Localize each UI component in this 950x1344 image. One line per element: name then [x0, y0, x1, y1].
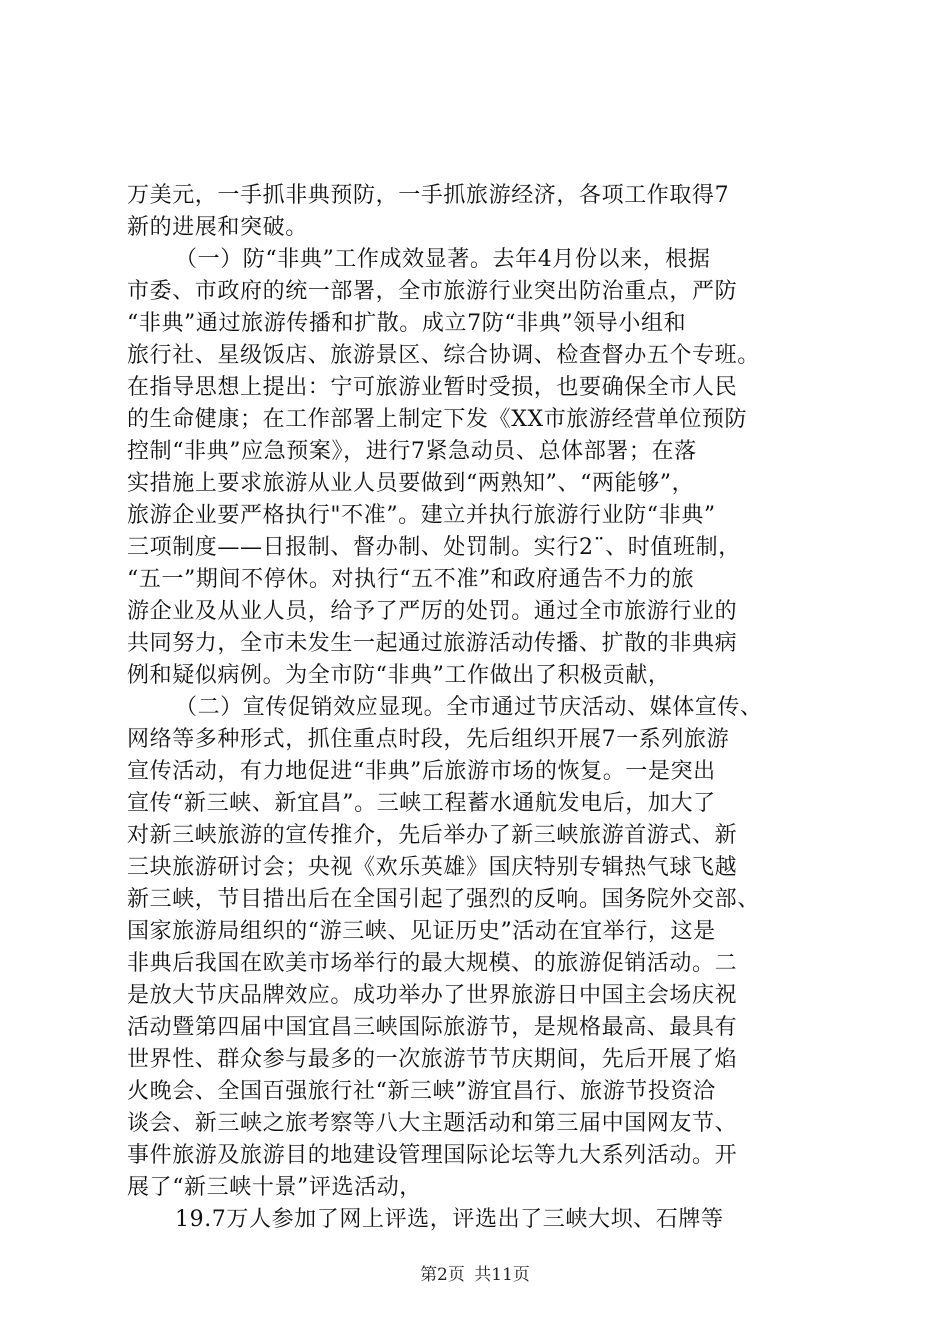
body-line: 是放大节庆品牌效应。成功举办了世界旅游日中国主会场庆祝 — [127, 983, 738, 1008]
body-line: 市委、市政府的统一部署，全市旅游行业突出防治重点，严防 — [127, 279, 738, 304]
body-line: 实措施上要求旅游从业人员要做到“两熟知”、“两能够”， — [127, 471, 695, 496]
body-line: 对新三峡旅游的宣传推介，先后举办了新三峡旅游首游式、新 — [127, 823, 738, 848]
body-line: 非典后我国在欧美市场举行的最大规模、的旅游促销活动。二 — [127, 951, 738, 976]
body-line: 网络等多种形式，抓住重点时段，先后组织开展7一系列旅游 — [127, 727, 730, 752]
body-line: “五一”期间不停休。对执行“五不准”和政府通告不力的旅 — [127, 567, 695, 592]
body-line: 三块旅游研讨会；央视《欢乐英雄》国庆特别专辑热气球飞越 — [127, 855, 738, 880]
body-line: 新的进展和突破。 — [127, 215, 308, 240]
body-line: 宣传“新三峡、新宜昌”。三峡工程蓄水通航发电后，加大了 — [127, 791, 716, 816]
body-line: 活动暨第四届中国宜昌三峡国际旅游节，是规格最高、最具有 — [127, 1015, 738, 1040]
body-line: 新三峡，节目措出后在全国引起了强烈的反响。国务院外交部、 — [127, 887, 760, 912]
body-line: 19.7万人参加了网上评选，评选出了三峡大坝、石牌等 — [175, 1207, 724, 1232]
body-line: 控制“非典”应急预案》，进行7紧急动员、总体部署；在落 — [127, 439, 697, 464]
page-footer — [0, 1260, 950, 1285]
body-line: 火晚会、全国百强旅行社“新三峡”游宜昌行、旅游节投资洽 — [127, 1079, 716, 1104]
page-number: 第2页 — [420, 1265, 465, 1285]
body-line: 万美元，一手抓非典预防，一手抓旅游经济，各项工作取得7 — [127, 183, 730, 208]
body-line: 三项制度——日报制、督办制、处罚制。实行2¨、时值班制， — [127, 535, 741, 560]
paragraph-heading-line: （二）宣传促销效应显现。全市通过节庆活动、媒体宣传、 — [175, 695, 763, 720]
body-line: 的生命健康；在工作部署上制定下发《XX市旅游经营单位预防 — [127, 407, 748, 432]
body-line: 世界性、群众参与最多的一次旅游节节庆期间，先后开展了焰 — [127, 1047, 738, 1072]
body-line: 游企业及从业人员，给予了严厉的处罚。通过全市旅游行业的 — [127, 599, 738, 624]
body-line: 例和疑似病例。为全市防“非典”工作做出了积极贡献， — [127, 663, 671, 688]
body-line: 旅游企业要严格执行"不准”。建立并执行旅游行业防“非典” — [127, 503, 716, 528]
body-line: 国家旅游局组织的“游三峡、见证历史”活动在宜举行，这是 — [127, 919, 716, 944]
body-line: “非典”通过旅游传播和扩散。成立7防“非典”领导小组和 — [127, 311, 687, 336]
paragraph-heading-line: （一）防“非典”工作成效显著。去年4月份以来，根据 — [175, 247, 711, 272]
body-line: 宣传活动，有力地促进“非典”后旅游市场的恢复。一是突出 — [127, 759, 716, 784]
body-line: 共同努力，全市未发生一起通过旅游活动传播、扩散的非典病 — [127, 631, 738, 656]
page-total: 共11页 — [474, 1265, 530, 1285]
body-line: 展了“新三峡十景”评选活动， — [127, 1175, 422, 1200]
body-line: 旅行社、星级饭店、旅游景区、综合协调、检查督办五个专班。 — [127, 343, 760, 368]
body-line: 谈会、新三峡之旅考察等八大主题活动和第三届中国网友节、 — [127, 1111, 738, 1136]
body-line: 在指导思想上提出：宁可旅游业暂时受损，也要确保全市人民 — [127, 375, 738, 400]
body-line: 事件旅游及旅游目的地建设管理国际论坛等九大系列活动。开 — [127, 1143, 738, 1168]
